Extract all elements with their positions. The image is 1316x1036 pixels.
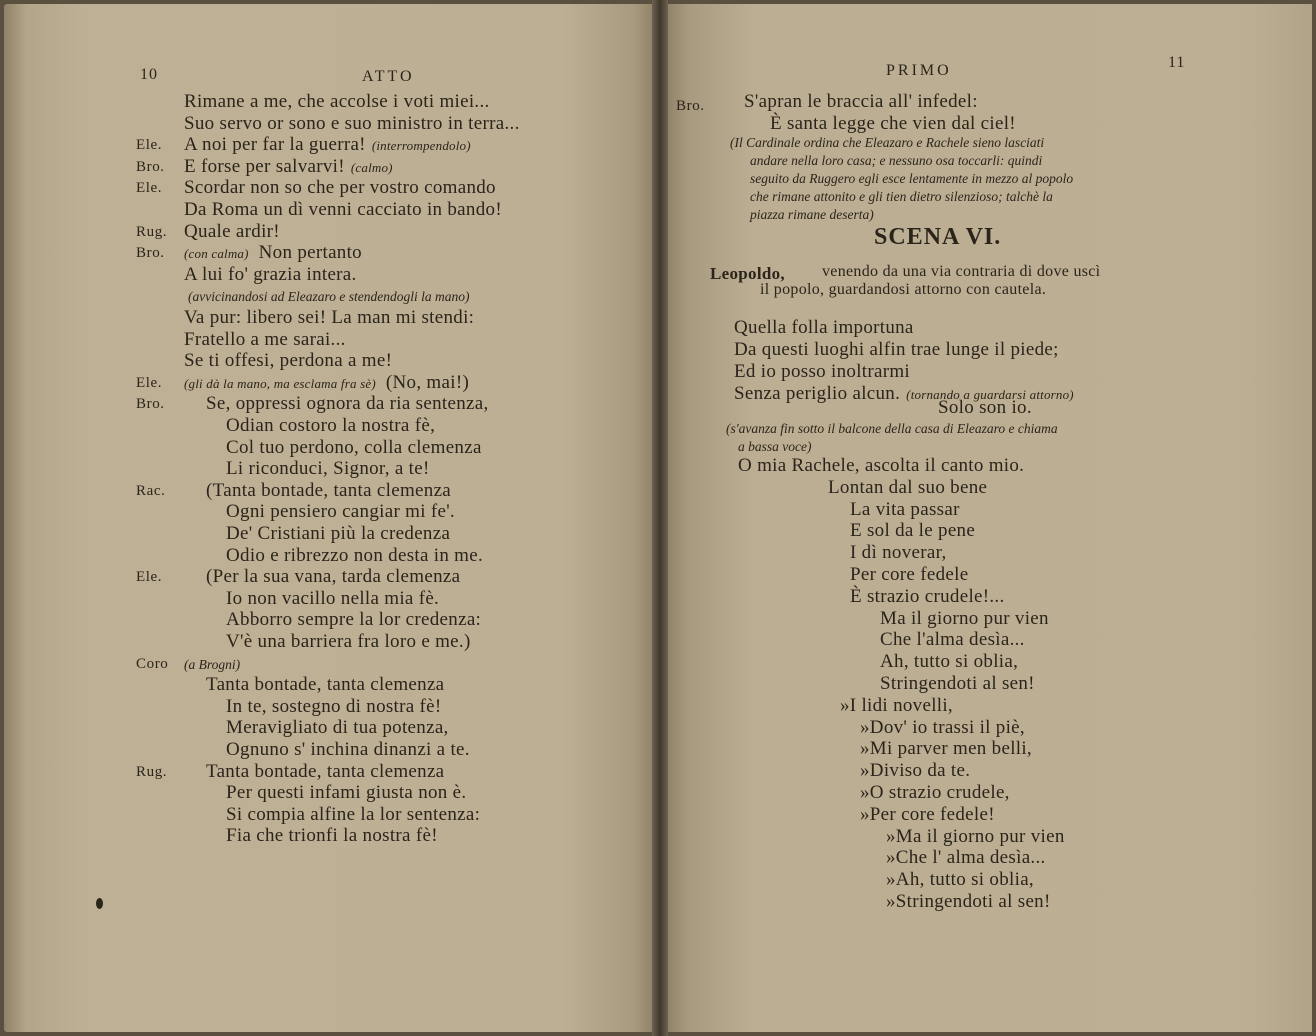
verse-line xyxy=(226,697,442,717)
verse-line: »Dov' io trassi il piè, xyxy=(860,716,1025,738)
verse-text: (Per la sua vana, tarda clemenza xyxy=(206,566,461,587)
verse-line xyxy=(206,481,451,501)
book-gutter xyxy=(652,0,668,1036)
verse-text: Si compia alfine la lor sentenza: xyxy=(226,804,481,825)
speaker-label: Ele. xyxy=(136,569,163,585)
stage-direction: (s'avanza fin sotto il balcone della casa di Eleazaro e chiama xyxy=(726,421,1058,436)
verse-line xyxy=(184,330,346,350)
verse-line: »O strazio crudele, xyxy=(860,782,1010,803)
verse-line: S'apran le braccia all' infedel: xyxy=(744,91,978,112)
verse-line xyxy=(184,373,469,394)
speaker-label: Ele. xyxy=(136,180,163,196)
verse-text: A noi per far la guerra! xyxy=(184,134,366,155)
verse-line: »I lidi novelli, xyxy=(840,694,953,716)
verse-text: Ogni pensiero cangiar mi fe'. xyxy=(226,501,455,522)
stage-direction: (Il Cardinale ordina che Eleazaro e Rachele sieno lasciati xyxy=(730,135,1045,150)
verse-line xyxy=(184,178,496,198)
verse-line: I dì noverar, xyxy=(850,542,947,564)
verse-line xyxy=(226,416,435,436)
verse-text: V'è una barriera fra loro e me.) xyxy=(226,631,471,652)
stage-direction: andare nella loro casa; e nessuno osa toccarli: quindi xyxy=(750,153,1043,168)
verse-text: Per questi infami giusta non è. xyxy=(226,782,467,803)
verse-line: Ah, tutto si oblia, xyxy=(880,651,1019,673)
verse-line: Quella folla importuna xyxy=(734,317,914,338)
verse-text: Tanta bontade, tanta clemenza xyxy=(206,674,445,695)
verse-line xyxy=(226,718,449,738)
speaker-label: Bro. xyxy=(676,98,705,114)
ink-blot xyxy=(96,898,103,909)
verse-text: Non pertanto xyxy=(258,242,362,263)
speaker-label: Bro. xyxy=(136,396,165,412)
verse-line xyxy=(206,567,460,587)
verse-text: De' Cristiani più la credenza xyxy=(226,523,451,544)
stage-direction: a bassa voce) xyxy=(738,439,812,454)
verse-text: Da Roma un dì venni cacciato in bando! xyxy=(184,199,502,220)
stage-direction: (tornando a guardarsi attorno) xyxy=(906,387,1074,402)
verse-line xyxy=(226,438,482,458)
verse-line xyxy=(184,265,357,285)
left-page xyxy=(4,4,656,1032)
stage-direction: seguito da Ruggero egli esce lentamente in mezzo al popolo xyxy=(750,171,1074,186)
verse-text: Odian costoro la nostra fè, xyxy=(226,415,436,436)
intro-text: venendo da una via contraria di dove uscì xyxy=(822,263,1101,280)
verse-text: Se, oppressi ognora da ria sentenza, xyxy=(206,393,489,414)
stage-direction: (calmo) xyxy=(350,160,393,175)
page-number: 10 xyxy=(140,66,158,83)
verse-line xyxy=(184,157,393,178)
verse-line xyxy=(184,135,471,156)
verse-line xyxy=(184,308,474,328)
verse-line: Per core fedele xyxy=(850,564,969,585)
verse-line: La vita passar xyxy=(850,498,960,520)
verse-line xyxy=(226,632,471,652)
verse-line xyxy=(226,826,438,846)
stage-direction: (interrompendolo) xyxy=(371,138,471,153)
verse-text: Fia che trionfi la nostra fè! xyxy=(226,825,438,846)
stage-direction: che rimane attonito e gli tien dietro silenzioso; talchè la xyxy=(750,189,1053,204)
verse-line xyxy=(184,92,490,112)
verse-line xyxy=(184,222,280,242)
verse-text: E forse per salvarvi! xyxy=(184,156,345,177)
verse-line xyxy=(226,524,450,544)
verse-text: Meravigliato di tua potenza, xyxy=(226,717,449,738)
verse-line: »Ma il giorno pur vien xyxy=(886,825,1065,847)
verse-line: È santa legge che vien dal ciel! xyxy=(770,113,1016,134)
verse-line: Lontan dal suo bene xyxy=(828,476,988,498)
verse-line: »Diviso da te. xyxy=(860,760,971,782)
speaker-label: Coro xyxy=(136,656,169,672)
verse-text: Suo servo or sono e suo ministro in terra... xyxy=(184,113,520,134)
verse-line: Ed io posso inoltrarmi xyxy=(734,361,911,382)
verse-text: Abborro sempre la lor credenza: xyxy=(226,609,482,630)
stage-direction: piazza rimane deserta) xyxy=(750,207,874,222)
verse-text: Col tuo perdono, colla clemenza xyxy=(226,437,482,458)
verse-line: È strazio crudele!... xyxy=(850,585,1005,607)
verse-text: Fratello a me sarai... xyxy=(184,329,346,350)
verse-text: Io non vacillo nella mia fè. xyxy=(226,588,440,609)
stage-direction: (a Brogni) xyxy=(184,657,241,672)
stage-direction: (con calma) xyxy=(184,246,249,261)
verse-line xyxy=(226,502,455,522)
verse-text: Scordar non so che per vostro comando xyxy=(184,177,496,198)
running-head: ATTO xyxy=(362,68,415,85)
speaker-label: Rug. xyxy=(136,224,168,240)
verse-line: »Mi parver men belli, xyxy=(860,738,1032,760)
verse-line xyxy=(206,394,489,414)
verse-line: »Per core fedele! xyxy=(860,803,995,825)
verse-text: Se ti offesi, perdona a me! xyxy=(184,350,393,371)
verse-line: Da questi luoghi alfin trae lunge il piede; xyxy=(734,339,1059,360)
verse-line xyxy=(226,610,481,630)
scene-title: SCENA VI. xyxy=(874,224,1002,250)
stage-direction: (avvicinandosi ad Eleazaro e stendendogli la mano) xyxy=(188,289,470,304)
speaker-label: Ele. xyxy=(136,137,163,153)
verse-line xyxy=(226,589,439,609)
verse-line xyxy=(226,783,466,803)
verse-line: »Che l' alma desìa... xyxy=(886,847,1046,869)
verse-text: Li riconduci, Signor, a te! xyxy=(226,458,430,479)
verse-line: Ma il giorno pur vien xyxy=(880,607,1049,629)
verse-line xyxy=(226,805,480,825)
verse-line: »Ah, tutto si oblia, xyxy=(886,869,1034,891)
verse-text: Senza periglio alcun. xyxy=(734,383,901,404)
running-head: PRIMO xyxy=(886,62,952,79)
stage-direction: (gli dà la mano, ma esclama fra sè) xyxy=(184,376,376,391)
verse-line: Che l'alma desìa... xyxy=(880,629,1025,651)
verse-text: In te, sostegno di nostra fè! xyxy=(226,696,442,717)
verse-text: Va pur: libero sei! La man mi stendi: xyxy=(184,307,475,328)
right-page xyxy=(664,4,1312,1032)
character-name: Leopoldo, xyxy=(710,264,785,283)
verse-line: O mia Rachele, ascolta il canto mio. xyxy=(738,455,1025,476)
verse-text: Rimane a me, che accolse i voti miei... xyxy=(184,91,490,112)
verse-text: A lui fo' grazia intera. xyxy=(184,264,357,285)
intro-text: il popolo, guardandosi attorno con cautela. xyxy=(760,281,1047,298)
verse-line xyxy=(184,243,362,264)
verse-text: Tanta bontade, tanta clemenza xyxy=(206,761,445,782)
speaker-label: Bro. xyxy=(136,245,165,261)
speaker-label: Bro. xyxy=(136,159,165,175)
speaker-label: Rac. xyxy=(136,483,166,499)
verse-text: (No, mai!) xyxy=(385,372,470,393)
speaker-label: Ele. xyxy=(136,375,163,391)
verse-line: Stringendoti al sen! xyxy=(880,673,1035,694)
verse-line xyxy=(206,762,444,782)
verse-line: E sol da le pene xyxy=(850,520,976,542)
page-number: 11 xyxy=(1168,54,1186,71)
verse-line xyxy=(184,200,502,220)
verse-line xyxy=(226,546,483,566)
verse-line xyxy=(184,114,520,134)
speaker-label: Rug. xyxy=(136,764,168,780)
verse-text: Odio e ribrezzo non desta in me. xyxy=(226,545,484,566)
verse-line: Solo son io. xyxy=(938,397,1032,418)
verse-text: Ognuno s' inchina dinanzi a te. xyxy=(226,739,470,760)
verse-line xyxy=(206,675,444,695)
verse-line xyxy=(184,351,392,371)
verse-line xyxy=(226,740,470,760)
verse-text: (Tanta bontade, tanta clemenza xyxy=(206,480,452,501)
verse-text: Quale ardir! xyxy=(184,221,280,242)
verse-line: »Stringendoti al sen! xyxy=(886,891,1051,912)
verse-line xyxy=(226,459,430,479)
